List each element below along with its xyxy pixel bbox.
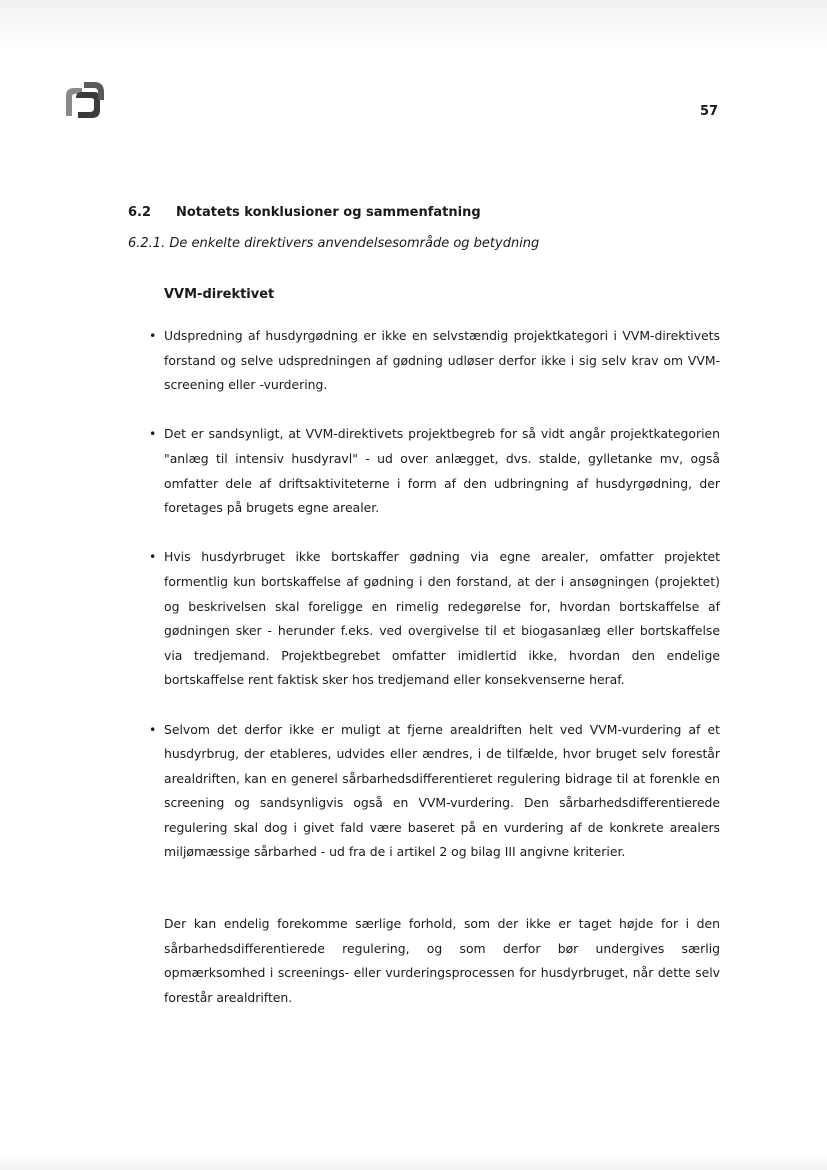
scan-shadow-top <box>0 0 827 50</box>
bullet-list <box>149 324 720 890</box>
scan-shadow-bottom <box>0 1156 827 1170</box>
bullet-marker: • <box>149 328 157 343</box>
bullet-marker: • <box>149 549 157 565</box>
directive-title: VVM-direktivet <box>164 287 275 302</box>
bullet-text: Selvom det derfor ikke er muligt at fjerne arealdriften helt ved VVM-vurdering af et husdyrbrug, der etableres, udvides eller ændres, i de tilfælde, hvor bruget selv forestår arealdriften, kan en generel sårbarhedsdifferentieret regulering bidrage til at forenkle en screening og sandsynligvis også en VVM-vurdering. Den sårbarhedsdifferentierede regulering skal dog i givet fald være baseret på en vurdering af de konkrete arealers miljømæssige sårbarhed - ud fra de i artikel 2 og bilag III angivne kriterier. <box>164 721 720 860</box>
section-number: 6.2 <box>128 205 152 220</box>
subsection-heading: 6.2.1. De enkelte direktivers anvendelsesområde og betydning <box>128 236 540 251</box>
bullet-text: Det er sandsynligt, at VVM-direktivets projektbegreb for så vidt angår projektkategorien "anlæg til intensiv husdyravl" - ud over anlægget, dvs. stalde, gylletanke mv, også omfatter dele af driftsaktiviteterne i form af den udbringning af husdyrgødning, der foretages på brugets egne arealer. <box>164 426 720 516</box>
bullet-text: Udspredning af husdyrgødning er ikke en selvstændig projektkategori i VVM-direktivets forstand og selve udspredningen af gødning udløser derfor ikke i sig selv krav om VVM-screening eller -vurdering. <box>164 328 720 393</box>
section-title: Notatets konklusioner og sammenfatning <box>176 205 481 220</box>
bullet-item-4 <box>149 718 720 866</box>
bullet-item-1 <box>149 324 720 398</box>
organization-logo-icon <box>60 80 106 126</box>
bullet-item-3 <box>149 545 720 693</box>
section-heading <box>128 205 481 220</box>
page-number: 57 <box>700 104 719 119</box>
bullet-marker: • <box>149 721 157 737</box>
bullet-text: Hvis husdyrbruget ikke bortskaffer gødning via egne arealer, omfatter projektet formentlig kun bortskaffelse af gødning i den forstand, at der i ansøgningen (projektet) og beskrivelsen skal foreligge en rimelig redegørelse for, hvordan bortskaffelse af gødningen sker - herunder f.eks. ved overgivelse til et biogasanlæg eller bortskaffelse via tredjemand. Projektbegrebet omfatter imidlertid ikke, hvordan den endelige bortskaffelse rent faktisk sker hos tredjemand eller konsekvenserne heraf. <box>164 549 720 688</box>
closing-paragraph: Der kan endelig forekomme særlige forhold, som der ikke er taget højde for i den sårbarhedsdifferentierede regulering, og som derfor bør undergives særlig opmærksomhed i screenings- eller vurderingsprocessen for husdyrbruget, når dette selv forestår arealdriften. <box>164 916 720 1005</box>
bullet-item-2 <box>149 422 720 520</box>
bullet-marker: • <box>149 426 157 442</box>
